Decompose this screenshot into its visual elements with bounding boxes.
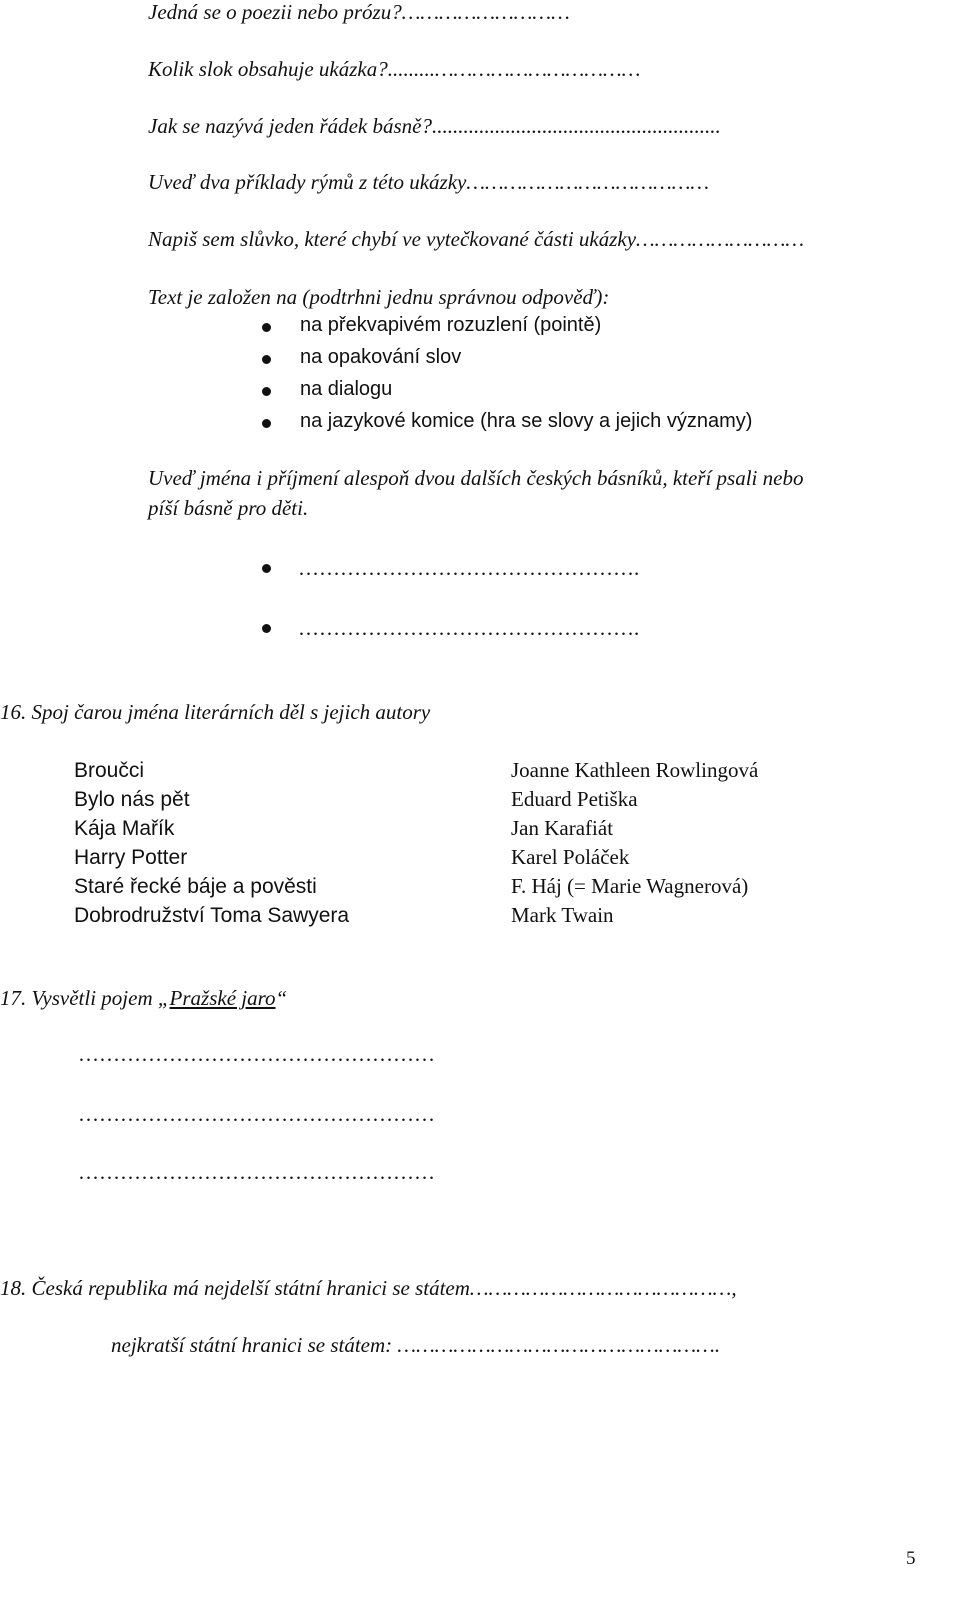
work-item[interactable]: Dobrodružství Toma Sawyera — [74, 904, 350, 927]
question-stanza-count: Kolik slok obsahuje ukázka?.........…………………………… — [148, 57, 641, 81]
answer-blank-line[interactable]: …………………………………………… — [78, 1160, 435, 1184]
option-item: na dialogu — [300, 378, 393, 400]
option-item: na překvapivém rozuzlení (pointě) — [300, 314, 602, 336]
bullet-icon — [262, 624, 271, 633]
poet-answer-blank[interactable]: …………………………………………. — [298, 556, 640, 580]
work-item[interactable]: Harry Potter — [74, 846, 188, 869]
bullet-icon — [262, 387, 271, 396]
answer-blank-line[interactable]: …………………………………………… — [78, 1102, 435, 1126]
author-item[interactable]: Jan Karafiát — [511, 816, 614, 840]
work-item[interactable]: Staré řecké báje a pověsti — [74, 875, 317, 898]
question-18-line2: nejkratší státní hranici se státem: ……………………………………………. — [111, 1333, 721, 1357]
work-item[interactable]: Bylo nás pět — [74, 788, 190, 811]
author-item[interactable]: Karel Poláček — [511, 845, 630, 869]
author-item[interactable]: Eduard Petiška — [511, 787, 638, 811]
page-number: 5 — [906, 1548, 916, 1569]
question-17-term: Pražské jaro — [169, 986, 276, 1010]
text-based-prompt: Text je založen na (podtrhni jednu správnou odpověď): — [148, 285, 610, 309]
bullet-icon — [262, 564, 271, 573]
question-18-line1: 18. Česká republika má nejdelší státní hranici se státem……………………………………, — [0, 1276, 737, 1300]
author-item[interactable]: Joanne Kathleen Rowlingová — [511, 758, 759, 782]
work-item[interactable]: Kája Mařík — [74, 817, 175, 840]
question-16-title: 16. Spoj čarou jména literárních děl s jejich autory — [0, 700, 431, 724]
poets-prompt-line2: píší básně pro děti. — [148, 496, 309, 520]
question-rhymes: Uveď dva příklady rýmů z této ukázky………………………………… — [148, 170, 710, 194]
author-item[interactable]: Mark Twain — [511, 903, 614, 927]
works-column — [74, 756, 349, 930]
bullet-icon — [262, 355, 271, 364]
question-line-name: Jak se nazývá jeden řádek básně?....................................................... — [148, 114, 721, 138]
bullet-icon — [262, 419, 271, 428]
question-17-suffix: “ — [275, 986, 288, 1010]
answer-blank-line[interactable]: …………………………………………… — [78, 1042, 435, 1066]
option-item: na opakování slov — [300, 346, 462, 368]
question-missing-word: Napiš sem slůvko, které chybí ve vytečkované části ukázky……………………… — [148, 227, 805, 251]
bullet-icon — [262, 323, 271, 332]
question-poetry-or-prose: Jedná se o poezii nebo prózu?……………………… — [148, 0, 570, 24]
poet-answer-blank[interactable]: …………………………………………. — [298, 616, 640, 640]
question-17-title — [0, 986, 287, 1011]
poets-prompt-line1: Uveď jména i příjmení alespoň dvou dalších českých básníků, kteří psali nebo — [148, 466, 804, 490]
authors-column — [511, 756, 758, 930]
question-17-prefix: 17. Vysvětli pojem „ — [0, 986, 170, 1010]
work-item[interactable]: Broučci — [74, 759, 145, 782]
author-item[interactable]: F. Háj (= Marie Wagnerová) — [511, 874, 749, 898]
option-item: na jazykové komice (hra se slovy a jejich významy) — [300, 410, 753, 432]
